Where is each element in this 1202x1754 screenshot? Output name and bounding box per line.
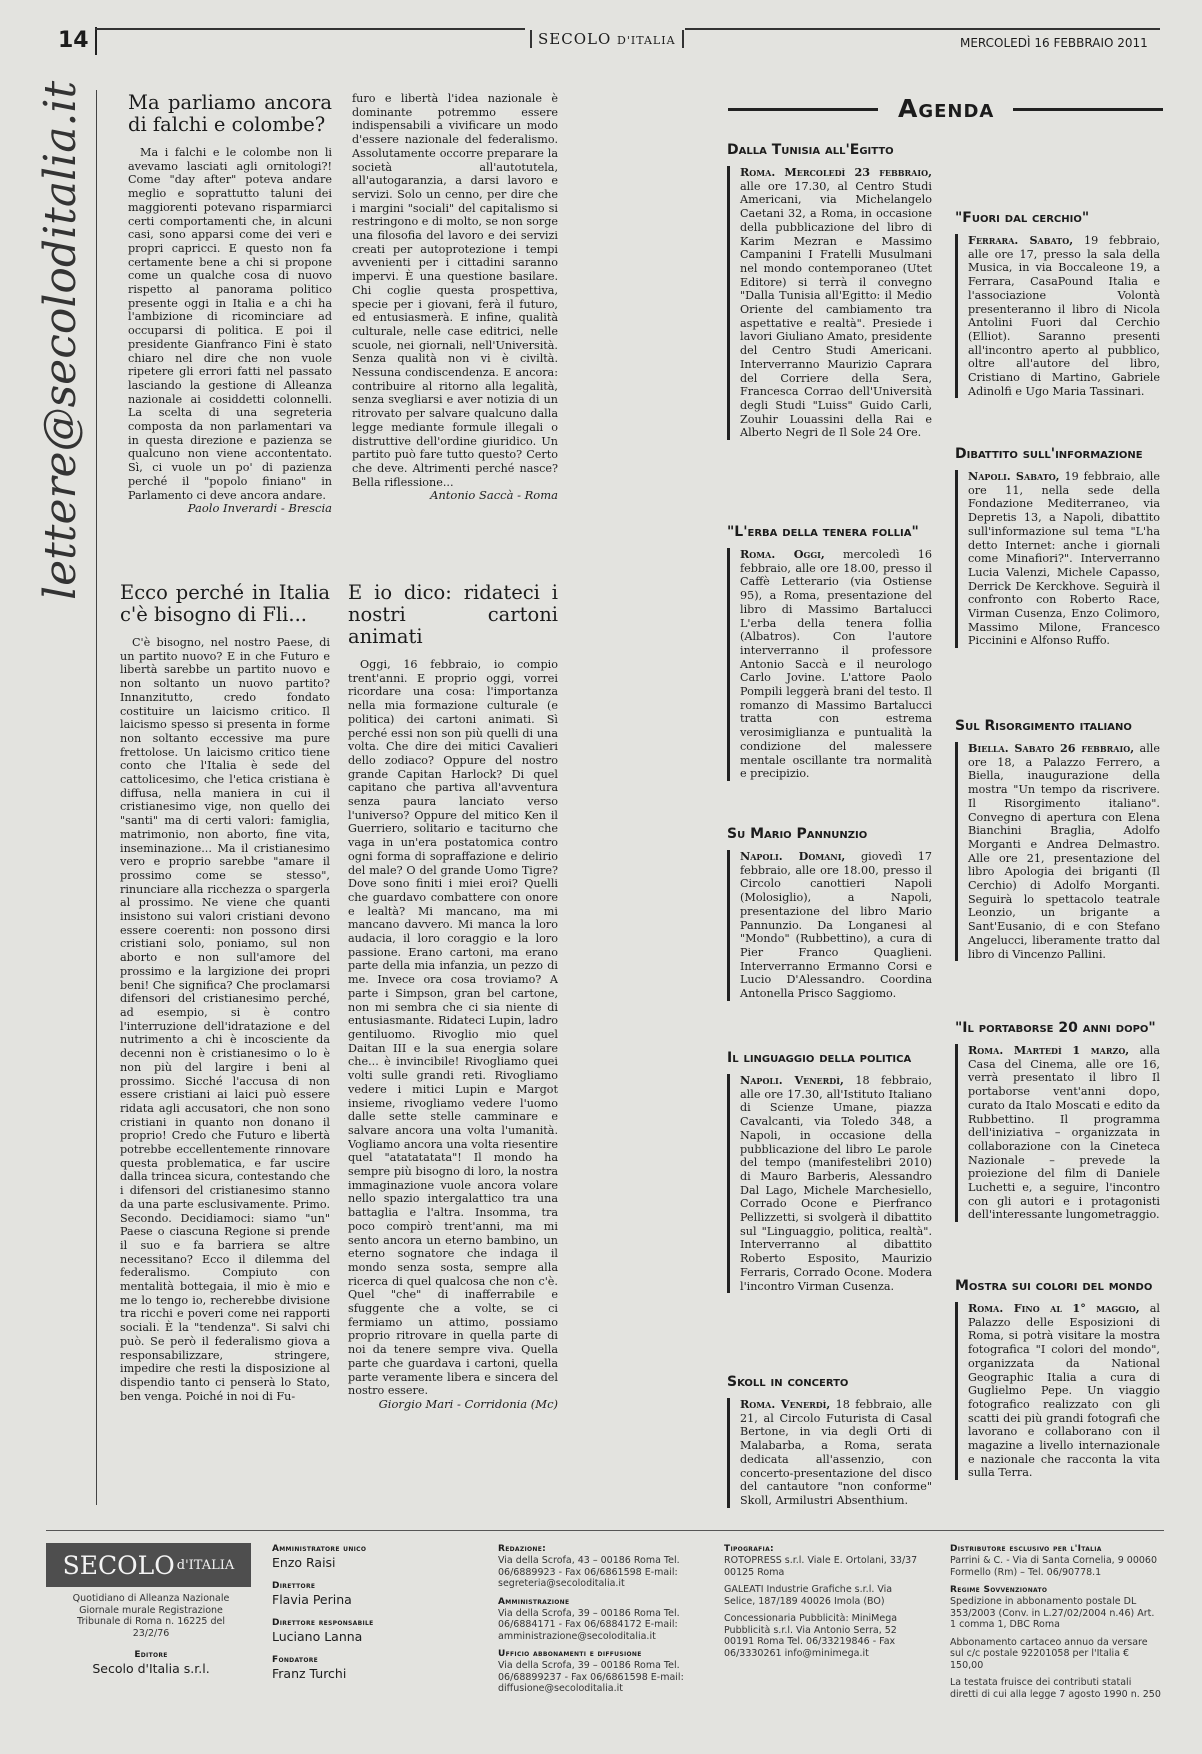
- top-rule-right: [685, 28, 1160, 30]
- event-heading: Il linguaggio della politica: [727, 1050, 912, 1066]
- footer-col-printing: [724, 1543, 924, 1665]
- footer-redazione-label: Redazione:: [498, 1544, 547, 1554]
- agenda-event: [955, 718, 1160, 961]
- letter-1-title: Ma parliamo ancora di falchi e colombe?: [128, 91, 332, 136]
- agenda-event: [955, 1020, 1160, 1222]
- footer-col-contacts: [498, 1543, 698, 1701]
- event-text: 18 febbraio, alle ore 17.30, all'Istituto Italiano di Scienze Umane, piazza Cavalcanti, via Toledo 348, a Napoli, in occasione della pubblicazione del libro Le parole del tempo (manifestelibri 2010) di Mauro Barberis, Alessandro Dal Lago, Michele Marchesiello, Corrado Ocone e Pierfranco Pellizzetti, si svolgerà il dibattito sul "Linguaggio, politica, realtà". Interverranno al dibattito Roberto Esposito, Maurizio Ferraris, Corrado Ocone. Modera l'incontro Virman Cusenza.: [740, 1074, 932, 1293]
- event-lead: Biella. Sabato 26 febbraio,: [968, 741, 1135, 755]
- footer-publisher-label: Editore: [134, 1650, 168, 1660]
- event-body: [955, 1044, 1160, 1222]
- letter-3-title: Ecco perché in Italia c'è bisogno di Fli...: [120, 582, 330, 626]
- event-lead: Roma. Martedì 1 marzo,: [968, 1043, 1130, 1057]
- footer-redazione: Via della Scrofa, 43 – 00186 Roma Tel. 06/6889923 - Fax 06/6861598 E-mail: segreteria@secoloditalia.it: [498, 1555, 680, 1589]
- event-lead: Napoli. Sabato,: [968, 469, 1060, 483]
- agenda-event: [955, 210, 1160, 398]
- issue-date: MERCOLEDÌ 16 FEBBRAIO 2011: [960, 36, 1148, 50]
- event-heading: Dibattito sull'informazione: [955, 446, 1143, 462]
- footer-director-label: Direttore: [272, 1581, 316, 1591]
- footer-about: Quotidiano di Alleanza Nazionale Giornale murale Registrazione Tribunale di Roma n. 16225 del 23/2/76: [72, 1593, 230, 1639]
- footer-rule: [46, 1530, 1164, 1531]
- letter-1-body: Ma i falchi e le colombe non li avevamo lasciati agli ornitologi?! Come "day after" poteva andare meglio e soprattutto taluni dei maggiorenti potevano risparmiarci certi comportamenti che, in alcuni casi, sono apparsi come dei veri e propri capricci. E questo non fa certamente bene a chi si propone come un qualche cosa di nuovo rispetto al panorama politico presente oggi in Italia e a chi ha l'ambizione di ricominciare ad occuparsi di politica. E poi il presidente Gianfranco Fini è stato chiaro nel dire che non vuole ripetere gli errori fatti nel passato lasciando la gestione di Alleanza nazionale ai cosiddetti colonnelli. La scelta di una segreteria composta da non parlamentari va in questa direzione e pazienza se qualcuno non viene accontentato. Sì, ci vuole un po' di pazienza perché il "popolo finiano" in Parlamento ci deve ancora andare.: [128, 146, 332, 502]
- agenda-title: Agenda: [898, 94, 995, 123]
- footer-resp-label: Direttore responsabile: [272, 1618, 374, 1628]
- footer-founder: Franz Turchi: [272, 1666, 347, 1681]
- event-lead: Ferrara. Sabato,: [968, 233, 1074, 247]
- footer-logo-name: SECOLO: [62, 1550, 175, 1580]
- event-heading: Skoll in concerto: [727, 1374, 849, 1390]
- event-body: [955, 234, 1160, 398]
- event-body: [727, 166, 932, 440]
- masthead-small: [530, 30, 684, 48]
- event-body: [955, 470, 1160, 648]
- letter-2-signature: Antonio Saccà - Roma: [430, 488, 558, 503]
- letters-email[interactable]: lettere@secoloditalia.it: [35, 80, 86, 600]
- event-body: [727, 850, 932, 1001]
- event-body: [727, 548, 932, 781]
- agenda-event: [727, 826, 932, 1001]
- footer-col-staff: [272, 1543, 472, 1691]
- event-body: [727, 1074, 932, 1293]
- top-rule-left: [95, 28, 525, 30]
- footer-logo-suffix: d'ITALIA: [176, 1557, 235, 1573]
- sidebar-divider: [96, 90, 97, 1505]
- event-text: 18 febbraio, alle 21, al Circolo Futurista di Casal Bertone, in via degli Orti di Malabarba, a Roma, serata dedicata all'assenzio, con concerto-presentazione del disco del cantautore "non conforme" Skoll, Armilustri Absenthium.: [740, 1398, 932, 1507]
- letter-3-body: C'è bisogno, nel nostro Paese, di un partito nuovo? E in che Futuro e libertà sarebbe un partito nuovo e non soltanto un nuovo partito? Innanzitutto, credo fondato costituire un laicismo critico. Il laicismo spesso si presenta in forme non soltanto eccessive ma pure frettolose. Un laicismo critico tiene conto che l'Italia è sede del cattolicesimo, che l'etica cristiana è diffusa, nella maniera in cui il cristianesimo vige, non quello dei "santi" ma di certi valori: famiglia, matrimonio, non aborto, fine vita, inseminazione... Ma il cristianesimo vero e proprio sarebbe "amare il prossimo come se stesso", rinunciare alla ricchezza o spargerla al prossimo. Ne viene che quanti insistono sui valori cristiani devono essere coerenti: non possono dirsi cristiani solo, poniamo, sul non aborto e non sull'amore del prossimo e la largizione dei propri beni! Che significa? Che proclamarsi difensori del cristianesimo perché, ad esempio, si è contro l'interruzione dell'idratazione e del nutrimento a chi è incosciente da decenni non è cristianesimo o lo è non più del largire i beni al prossimo. Sicché l'accusa di non essere cristiani ai laici può essere ridata agli accusatori, che non sono cristiani in quanto non donano il proprio! Credo che Futuro e libertà potrebbe eccellentemente rinnovare questa problematica, e far uscire dalla trincea sicura, contestando che i difensori del cristianesimo stanno da una parte esclusivamente. Primo. Secondo. Decidiamoci: siamo "un" Paese o ciascuna Regione si prende il suo e fa barriera se altre necessitano? Ecco il dilemma del federalismo. Compiuto con mentalità bottegaia, il mio è mio e me lo tengo io, recherebbe divisione tra ricchi e poveri come nei rapporti sociali. È la "tendenza". Si salvi chi può. Se però il federalismo giova a responsabilizzare, stringere, impedire che resti la disposizione al dispendio tanto ci penserà lo Stato, ben venga. Poiché in noi di Fu-: [120, 636, 330, 1403]
- letter-1: [128, 92, 332, 516]
- event-body: [955, 742, 1160, 961]
- footer-admin-label: Amministratore unico: [272, 1544, 367, 1554]
- agenda-event: [955, 446, 1160, 648]
- footer-col-distribution: [950, 1543, 1162, 1706]
- event-lead: Roma. Oggi,: [740, 547, 825, 561]
- letter-2-body: furo e libertà l'idea nazionale è dominante potremmo essere indispensabili a vivificare un modo d'essere nazionale del federalismo. Assolutamente occorre preparare la società all'autotutela, all'autogaranzia, a darsi lavoro e servizi. Solo un cenno, per dire che i margini "sociali" del capitalismo si restringono e di molto, se non sorge una filosofia del lavoro e dei servizi creati per autoprotezione i tempi avvenienti per i cittadini saranno impervi. È una questione basilare. Chi coglie questa prospettiva, specie per i giovani, ferà il futuro, ed entusiasmerà. E infine, qualità culturale, nelle case editrici, nelle scuole, nei giornali, nell'Università. Senza qualità non vi è civiltà. Nessuna condiscendenza. E ancora: contribuire al ritorno alla legalità, senza svegliarsi e aver notizia di un ritrovato per salvare qualcuno dalla legge mediante formule illegali o distruttive dell'ordine giuridico. Un partito può fare tutto questo? Certo che deve. Altrimenti perché nasce? Bella riflessione...: [352, 92, 558, 489]
- footer-director: Flavia Perina: [272, 1592, 352, 1607]
- event-heading: Su Mario Pannunzio: [727, 826, 868, 842]
- agenda-event: [727, 524, 932, 781]
- agenda-rule-left: [728, 108, 878, 111]
- event-text: alla Casa del Cinema, alle ore 16, verrà presentato il libro Il portaborse vent'anni dopo, curato da Italo Moscati e edito da Rubbettino. Il programma dell'iniziativa – organizzata in collaborazione con la Cineteca Nazionale – prevede la proiezione del film di Daniele Luchetti e, a seguire, l'incontro con gli autori e i protagonisti dell'interessante lungometraggio.: [968, 1044, 1160, 1222]
- event-text: alle ore 17.30, al Centro Studi Americani, via Michelangelo Caetani 32, a Roma, in occasione della pubblicazione del libro di Karim Mezran e Massimo Campanini I Fratelli Musulmani nel mondo contemporaneo (Utet Editore) si terrà il convegno "Dalla Tunisia all'Egitto: il Medio Oriente del cambiamento tra aspettative e realtà". Presiede i lavori Giuliano Amato, presidente del Centro Studi Americani. Interverranno Maurizio Caprara del Corriere della Sera, Francesca Corrao dell'Università degli Studi "Luiss" Guido Carli, Zouhir Louassini della Rai e Alberto Negri de Il Sole 24 Ore.: [740, 179, 932, 440]
- event-text: giovedì 17 febbraio, alle ore 18.00, presso il Circolo canottieri Napoli (Molosiglio), a Napoli, presentazione del libro Mario Pannunzio. Da Longanesi al "Mondo" (Rubbettino), a cura di Pier Franco Quaglieni. Interverranno Ermanno Corsi e Lucio D'Alessandro. Coordina Antonella Prisco Saggiomo.: [740, 850, 933, 1001]
- agenda-event: [955, 1278, 1160, 1480]
- event-text: 19 febbraio, alle ore 17, presso la sala della Musica, in via Boccaleone 19, a Ferrara, CasaPound Italia e l'associazione Volontà presenteranno il libro di Nicola Antolini Fuori dal Cerchio (Elliot). Saranno presenti all'incontro aperto al pubblico, oltre all'autore del libro, Cristiano di Martino, Gabriele Adinolfi e Ugo Maria Tassinari.: [968, 234, 1160, 398]
- event-heading: Mostra sui colori del mondo: [955, 1278, 1153, 1294]
- page-number: 14: [58, 27, 97, 55]
- footer-abbonamento: Abbonamento cartaceo annuo da versare sul c/c postale 92201058 per l'Italia € 150,00: [950, 1636, 1148, 1671]
- agenda-event: [727, 1050, 932, 1293]
- agenda-event: [727, 142, 932, 440]
- footer-tipo-label: Tipografia:: [724, 1544, 774, 1554]
- letter-4-signature: Giorgio Mari - Corridonia (Mc): [378, 1396, 558, 1411]
- footer-regime: Spedizione in abbonamento postale DL 353/2003 (Conv. in L.27/02/2004 n.46) Art. 1 comma 1, DBC Roma: [950, 1596, 1155, 1630]
- agenda-event: [727, 1374, 932, 1508]
- event-text: alle ore 18, a Palazzo Ferrero, a Biella, inaugurazione della mostra "Un tempo da riscrivere. Il Risorgimento italiano". Convegno di apertura con Elena Bianchini Braglia, Adolfo Morganti e Andrea Delmastro. Alle ore 21, presentazione del libro Apologia dei briganti (Il Cerchio) di Adolfo Morganti. Seguirà lo spettacolo teatrale Leonzio, un brigante a Sant'Eusanio, di e con Stefano Angelucci, liberamente tratto dal libro di Vincenzo Pallini.: [968, 742, 1160, 961]
- footer-contributi: La testata fruisce dei contributi statali diretti di cui alla legge 7 agosto 1990 n. 250: [950, 1677, 1161, 1700]
- agenda-rule-right: [1013, 108, 1163, 111]
- footer-amm: Via della Scrofa, 39 – 00186 Roma Tel. 06/6884171 - Fax 06/6884172 E-mail: amministrazione@secoloditalia.it: [498, 1607, 680, 1642]
- letter-4: [348, 582, 558, 1492]
- footer-publisher: Secolo d'Italia s.r.l.: [92, 1661, 210, 1676]
- footer-distrib: Parrini & C. - Via di Santa Cornelia, 9 00060 Formello (Rm) – Tel. 06/90778.1: [950, 1555, 1158, 1578]
- footer-distrib-label: Distributore esclusivo per l'Italia: [950, 1544, 1102, 1554]
- event-heading: Sul Risorgimento italiano: [955, 718, 1132, 734]
- event-lead: Roma. Fino al 1° maggio,: [968, 1301, 1140, 1315]
- event-heading: Dalla Tunisia all'Egitto: [727, 142, 894, 158]
- footer-founder-label: Fondatore: [272, 1655, 319, 1665]
- event-lead: Roma. Mercoledì 23 febbraio,: [740, 165, 932, 179]
- footer-admin: Enzo Raisi: [272, 1555, 336, 1570]
- masthead-suffix: D'ITALIA: [617, 34, 676, 47]
- agenda-header: [728, 94, 1160, 123]
- event-heading: "Fuori dal cerchio": [955, 210, 1090, 226]
- footer-tipo: ROTOPRESS s.r.l. Viale E. Ortolani, 33/37 00125 Roma: [724, 1555, 918, 1578]
- event-text: al Palazzo delle Esposizioni di Roma, si potrà visitare la mostra fotografica "I colori del mondo", organizzata da National Geographic Italia a cura di Guglielmo Pepe. Un viaggio fotografico realizzato con gli scatti dei più grandi fotografi che lavorano e collaborano con il magazine a livello internazionale e nazionale che racconta la vita sulla Terra.: [968, 1302, 1161, 1480]
- footer-pubblicita: Concessionaria Pubblicità: MiniMega Pubblicità s.r.l. Via Antonio Serra, 52 00191 Roma Tel. 06/33219846 - Fax 06/3330261 info@minimega.it: [724, 1613, 898, 1659]
- letter-4-title: E io dico: ridateci i nostri cartoni animati: [348, 582, 558, 648]
- footer-abb-label: Ufficio abbonamenti e diffusione: [498, 1649, 642, 1659]
- event-text: 19 febbraio, alle ore 11, nella sede della Fondazione Mediterraneo, via Depretis 13, a Napoli, dibattito sull'informazione sul tema "L'ha detto Internet: anche i giornali come Minafiori?". Interverranno Lucia Valenzi, Michele Capasso, Derrick De Kerckhove. Seguirà il confronto con Roberto Race, Virman Cusenza, Enzo Colimoro, Massimo Milone, Francesco Piccinini e Alfonso Ruffo.: [968, 470, 1160, 648]
- footer-abb: Via della Scrofa, 39 – 00186 Roma Tel. 06/68899237 - Fax 06/6861598 E-mail: diffusione@secoloditalia.it: [498, 1660, 684, 1694]
- event-body: [955, 1302, 1160, 1480]
- event-heading: "L'erba della tenera follia": [727, 524, 919, 540]
- event-lead: Napoli. Domani,: [740, 849, 846, 863]
- event-text: mercoledì 16 febbraio, alle ore 18.00, presso il Caffè Letterario (via Ostiense 95), a Roma, presentazione del libro di Massimo Bartalucci L'erba della tenera follia (Albatros). Con l'autore interverranno il professore Antonio Saccà e il neurologo Carlo Jovine. L'attore Paolo Pompili leggerà brani del testo. Il romanzo di Massimo Bartalucci tratta con estrema verosimiglianza e puntualità la condizione del malessere mentale oscillante tra normalità e precipizio.: [740, 548, 933, 781]
- letter-3: [120, 582, 330, 1492]
- letter-4-body: Oggi, 16 febbraio, io compio trent'anni. E proprio oggi, vorrei ricordare una cosa: l'importanza nella mia formazione culturale (e politica) dei cartoni animati. Sì perché essi non son più quelli di una volta. Che dire dei mitici Cavalieri dello zodiaco? Oppure del nostro grande Capitan Harlock? Di quel capitano che partiva all'avventura senza paura lanciato verso l'universo? Oppure del mitico Ken il Guerriero, solitario e taciturno che vaga in un'era postatomica contro ogni forma di sopraffazione e delirio del male? O del grande Uomo Tigre? Dove sono finiti i miei eroi? Quelli che guardavo combattere con onore e lealtà? Mi mancano, ma mi mancano davvero. Mi manca la loro audacia, il loro coraggio e la loro passione. Erano cartoni, ma erano parte della mia infanzia, un pezzo di me. Invece ora cosa troviamo? A parte i Simpson, gran bel cartone, non mi sembra che ci sia niente di entusiasmante. Ridateci Lupin, ladro gentiluomo. Rivoglio mio quel Daitan III e la sua energia solare che... è invincibile! Rivogliamo quei volti sulle grandi reti. Rivogliamo vedere i mitici Lupin e Margot insieme, rivogliamo vedere l'uomo dalle sette stelle camminare e salvare ancora una volta l'umanità. Vogliamo ancora una volta riesentire quel "atatatatata"! Il mondo ha sempre più bisogno di loro, la nostra immaginazione vuole ancora volare nello spazio intergalattico tra una battaglia e l'altra. Insomma, tra poco compirò trent'anni, ma mi sento ancora un eterno bambino, un eterno sognatore che indaga il mondo senza sosta, sempre alla ricerca di quel qualcosa che non c'è. Quel "che" di inafferrabile e sfuggente che a volte, se ci fermiamo un attimo, possiamo proprio ritrovare in quella parte di noi da tenere sempre viva. Quella parte che guardava i cartoni, quella parte veramente libera e sincera del nostro essere.: [348, 658, 558, 1398]
- footer-logo: [46, 1543, 251, 1587]
- event-heading: "Il portaborse 20 anni dopo": [955, 1020, 1156, 1036]
- colophon: [46, 1537, 1164, 1737]
- masthead-name: SECOLO: [538, 30, 612, 48]
- footer-regime-label: Regime Sovvenzionato: [950, 1585, 1048, 1595]
- footer-col-about: [66, 1593, 236, 1686]
- letter-2: [352, 92, 558, 503]
- footer-resp: Luciano Lanna: [272, 1629, 363, 1644]
- footer-galeati: GALEATI Industrie Grafiche s.r.l. Via Selice, 187/189 40026 Imola (BO): [724, 1584, 893, 1607]
- letter-1-signature: Paolo Inverardi - Brescia: [187, 501, 332, 516]
- footer-amm-label: Amministrazione: [498, 1596, 570, 1607]
- event-lead: Roma. Venerdì,: [740, 1397, 831, 1411]
- event-body: [727, 1398, 932, 1508]
- event-lead: Napoli. Venerdì,: [740, 1073, 844, 1087]
